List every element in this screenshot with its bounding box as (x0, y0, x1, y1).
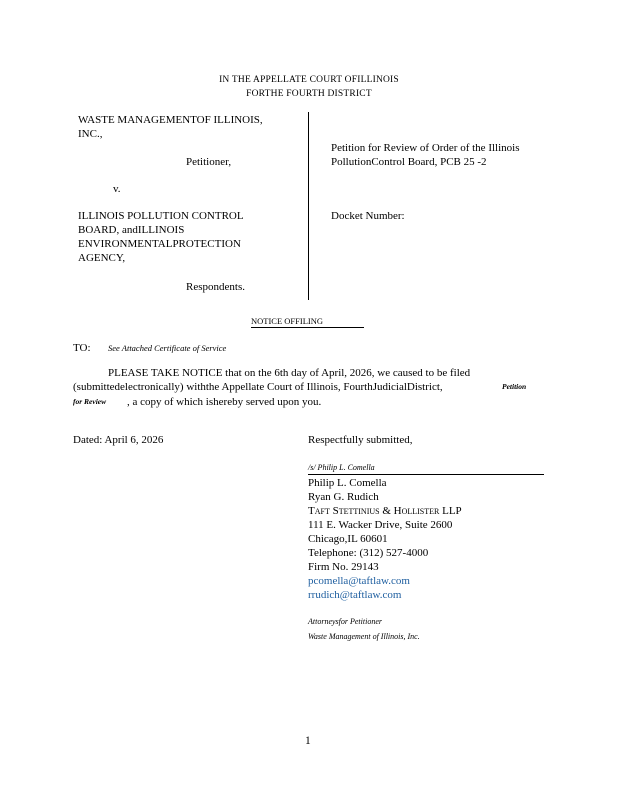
petition-description-line2: PollutionControl Board, PCB 25 -2 (331, 156, 487, 168)
respondent-line3: ENVIRONMENTALPROTECTION (78, 238, 241, 250)
to-label: TO: (73, 342, 91, 354)
notice-body-line3: , a copy of which ishereby served upon you. (127, 396, 322, 408)
email-link-1[interactable]: pcomella@taftlaw.com (308, 575, 410, 587)
firm-city: Chicago,IL 60601 (308, 533, 388, 545)
notice-petition-italic: Petition (502, 382, 527, 391)
respondent-line1: ILLINOIS POLLUTION CONTROL (78, 210, 244, 222)
page-number: 1 (305, 735, 311, 747)
respondent-line4: AGENCY, (78, 252, 126, 264)
respondent-role: Respondents. (186, 281, 245, 293)
dated-line: Dated: April 6, 2026 (73, 434, 164, 446)
notice-body-line2: (submittedelectronically) withthe Appellate Court of Illinois, FourthJudicialDistrict, (73, 381, 443, 393)
versus-text: v. (113, 183, 121, 195)
attorney-name-1: Philip L. Comella (308, 477, 387, 489)
firm-number: Firm No. 29143 (308, 561, 379, 573)
attorneys-for-line: Attorneysfor Petitioner (308, 617, 382, 626)
docket-number-label: Docket Number: (331, 210, 405, 222)
closing-line: Respectfully submitted, (308, 434, 413, 446)
electronic-signature: /s/ Philip L. Comella (308, 463, 375, 472)
notice-body-line1: PLEASE TAKE NOTICE that on the 6th day of April, 2026, we caused to be filed (108, 367, 471, 379)
caption-divider (308, 112, 309, 300)
firm-address: 111 E. Wacker Drive, Suite 2600 (308, 519, 453, 531)
law-firm-name: Taft Stettinius & Hollister LLP (308, 505, 462, 517)
court-heading-line1: IN THE APPELLATE COURT OFILLINOIS (219, 75, 399, 85)
respondent-line2: BOARD, andILLINOIS (78, 224, 185, 236)
petitioner-name-line1: WASTE MANAGEMENTOF ILLINOIS, (78, 114, 263, 126)
signature-line (308, 474, 544, 475)
petition-description-line1: Petition for Review of Order of the Illinois (331, 142, 520, 154)
notice-for-review-italic: for Review (73, 397, 107, 406)
petitioner-name-line2: INC., (78, 128, 103, 140)
notice-title-underline (251, 327, 364, 328)
to-recipients: See Attached Certificate of Service (108, 343, 227, 353)
client-line: Waste Management of Illinois, Inc. (308, 632, 420, 641)
notice-title: NOTICE OFFILING (251, 316, 324, 326)
petitioner-role: Petitioner, (186, 156, 232, 168)
attorney-name-2: Ryan G. Rudich (308, 491, 379, 503)
firm-telephone: Telephone: (312) 527-4000 (308, 547, 429, 559)
court-heading-line2: FORTHE FOURTH DISTRICT (246, 89, 372, 99)
email-link-2[interactable]: rrudich@taftlaw.com (308, 589, 402, 601)
